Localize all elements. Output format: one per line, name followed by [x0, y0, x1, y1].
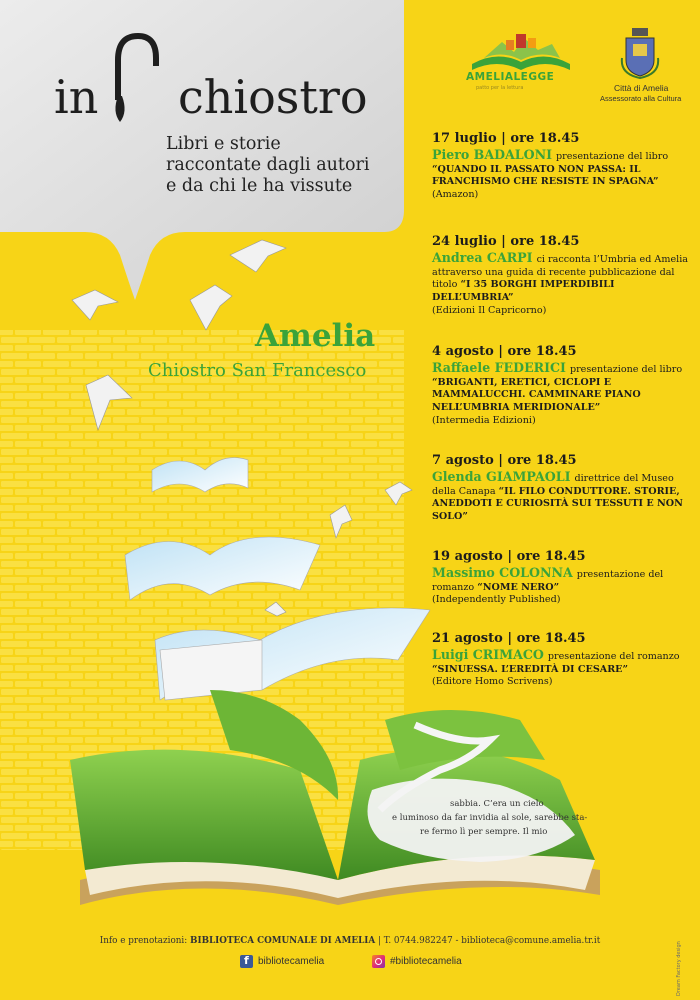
event-intro: presentazione del libro — [556, 151, 669, 162]
open-book-icon — [70, 690, 600, 905]
event-work: “NOME NERO” — [477, 581, 560, 593]
book-text-line: e luminoso da far invidia al sole, sarebbe sta- — [392, 813, 588, 823]
amelialegge-tagline: patto per la lettura — [476, 85, 524, 91]
event-intro: presentazione del libro — [569, 364, 683, 375]
subtitle-line: Libri e storie — [166, 134, 281, 154]
event-intro: presentazione del romanzo — [547, 651, 680, 662]
event-date: 7 agosto | ore 18.45 — [432, 453, 577, 468]
facebook-link[interactable] — [240, 955, 324, 971]
flying-page-icon — [125, 458, 430, 700]
title-suffix: chiostro — [178, 70, 368, 124]
book-text-line: sabbia. C’era un cielo — [450, 799, 544, 809]
facebook-handle: bibliotecamelia — [258, 956, 325, 968]
event-work: “SINUESSA. L’EREDITÀ DI CESARE” — [432, 663, 629, 675]
event-intro: presentazione del romanzo — [432, 569, 664, 593]
event-work: “IL FILO CONDUTTORE. STORIE, ANEDDOTI E CURIOSITÀ SUI TESSUTI E NON SOLO” — [432, 485, 683, 523]
event-work: “BRIGANTI, ERETICI, CICLOPI E MAMMALUCCHI. CAMMINARE PIANO NELL’UMBRIA MERIDIONALE” — [432, 376, 641, 414]
book-text-line: re fermo lì per sempre. Il mio — [420, 827, 548, 837]
event-publisher: (Independently Published) — [432, 594, 561, 606]
library-name: BIBLIOTECA COMUNALE DI AMELIA — [190, 936, 376, 946]
event-author: Luigi CRIMACO — [432, 647, 544, 662]
event-date: 21 agosto | ore 18.45 — [432, 631, 586, 646]
subtitle-line: e da chi le ha vissute — [166, 176, 353, 196]
design-credit: Dream Factory design — [676, 941, 682, 996]
facebook-icon — [240, 955, 253, 968]
event-date: 19 agosto | ore 18.45 — [432, 549, 586, 564]
event-publisher: (Editore Homo Scrivens) — [432, 676, 553, 688]
event-author: Glenda GIAMPAOLI — [432, 469, 571, 484]
footer-info — [0, 936, 700, 946]
comune-department: Assessorato alla Cultura — [600, 94, 682, 103]
event-work: “I 35 BORGHI IMPERDIBILI DELL’UMBRIA” — [432, 279, 615, 304]
event-author: Massimo COLONNA — [432, 565, 573, 580]
amelialegge-name: AMELIALEGGE — [466, 71, 555, 83]
event-author: Piero BADALONI — [432, 147, 553, 162]
info-prefix: Info e prenotazioni: — [99, 936, 191, 946]
event-date: 4 agosto | ore 18.45 — [432, 344, 577, 359]
instagram-handle: #bibliotecamelia — [390, 956, 462, 968]
event-publisher: (Intermedia Edizioni) — [432, 414, 536, 426]
library-contacts: | T. 0744.982247 - biblioteca@comune.amelia.tr.it — [375, 936, 601, 946]
subtitle-line: raccontate dagli autori — [166, 155, 370, 175]
city-name: Amelia — [255, 318, 376, 354]
event-publisher: (Amazon) — [432, 189, 479, 201]
event-work: “QUANDO IL PASSATO NON PASSA: IL FRANCHISMO CHE RESISTE IN SPAGNA” — [432, 163, 659, 188]
event-author: Raffaele FEDERICI — [432, 360, 566, 375]
instagram-icon — [372, 955, 385, 968]
instagram-link[interactable] — [372, 955, 462, 971]
title-prefix: in — [54, 70, 99, 124]
venue-name: Chiostro San Francesco — [148, 360, 367, 381]
event-author: Andrea CARPI — [432, 250, 533, 265]
event-intro: direttrice del Museo della Canapa — [432, 473, 674, 497]
event-publisher: (Edizioni Il Capricorno) — [432, 304, 547, 316]
event-date: 24 luglio | ore 18.45 — [432, 234, 580, 249]
event-date: 17 luglio | ore 18.45 — [432, 131, 580, 146]
event-intro: ci racconta l’Umbria ed Amelia attraverso una guida di recente pubblicazione dal titolo — [432, 254, 688, 291]
comune-name: Città di Amelia — [614, 83, 669, 93]
